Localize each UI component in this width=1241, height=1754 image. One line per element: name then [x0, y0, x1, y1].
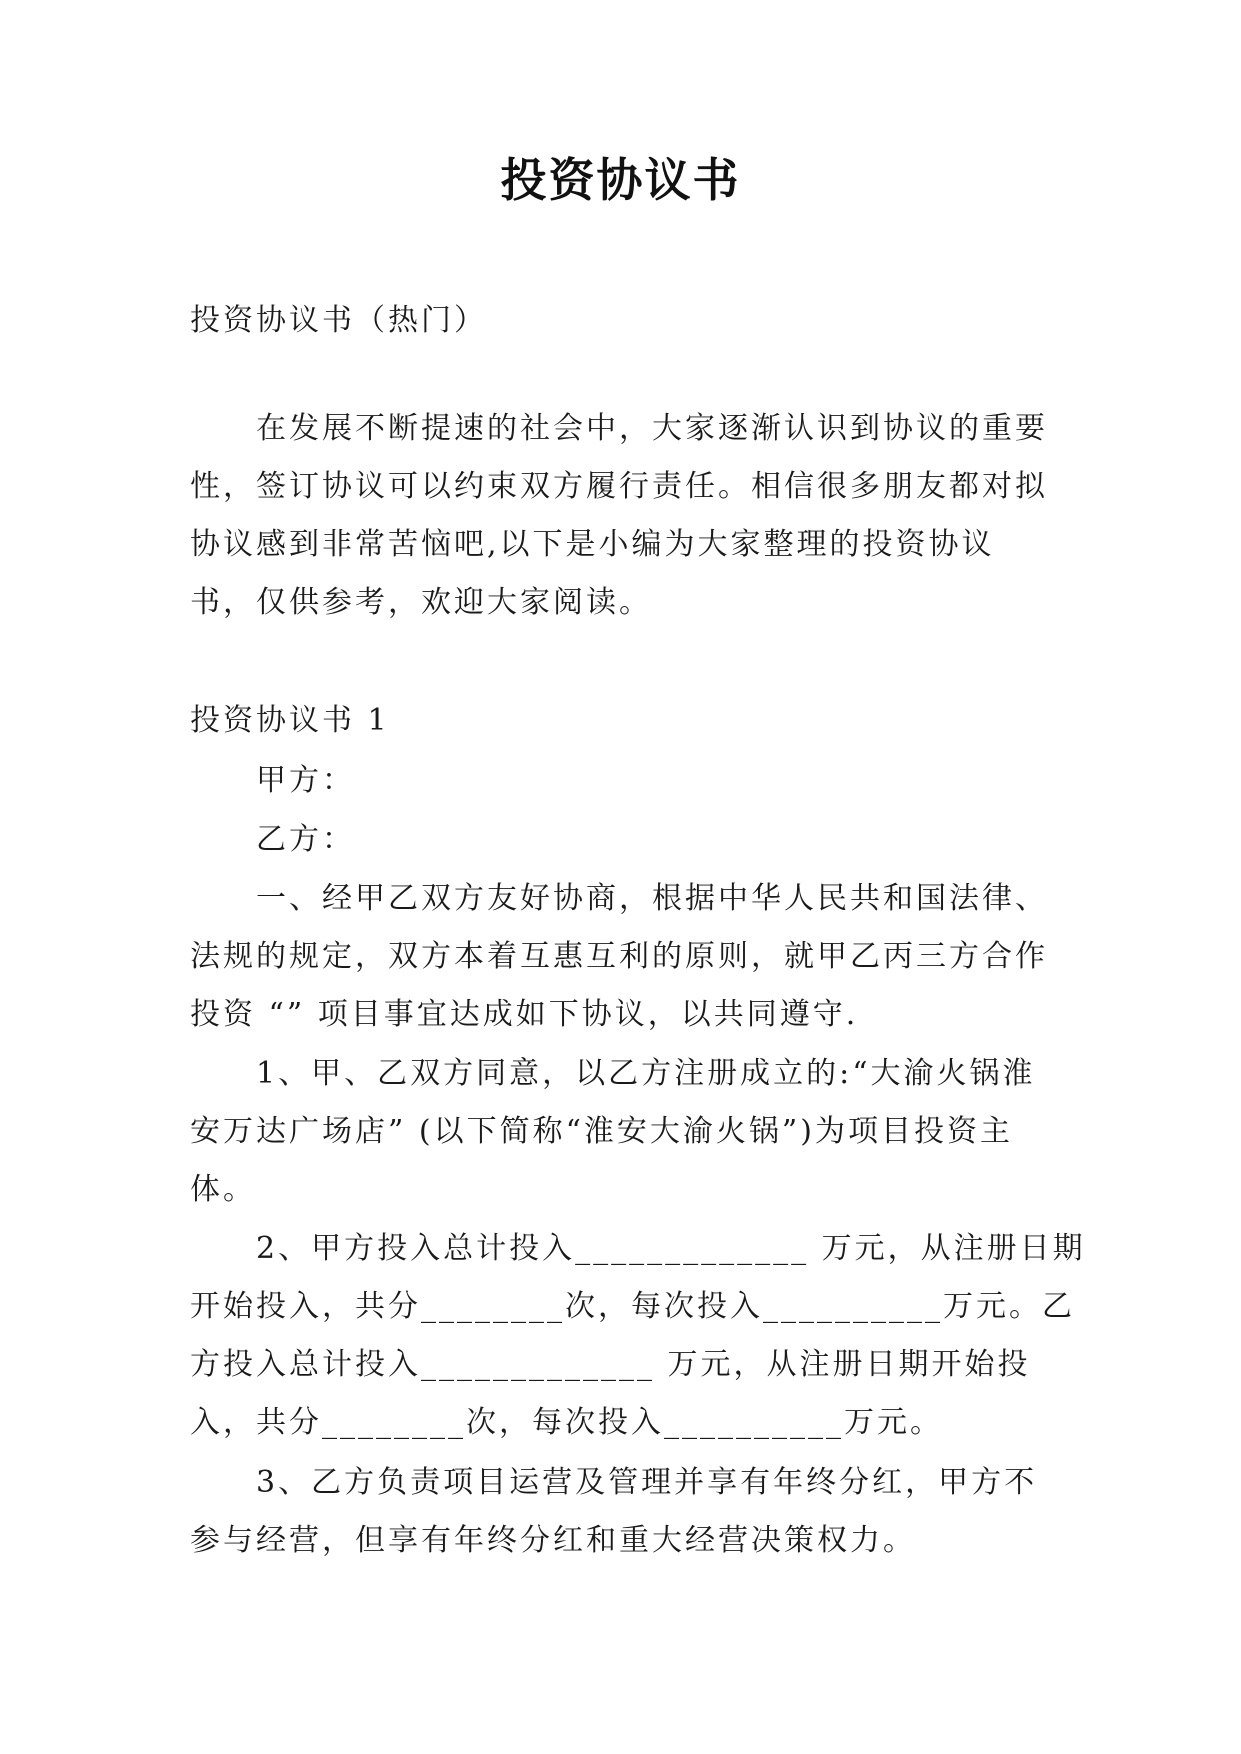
party-b-label: 乙方：: [256, 822, 355, 857]
party-a-label: 甲方：: [256, 763, 355, 798]
clause-2-paragraph: 2、甲方投入总计投入_____________ 万元，从注册日期开始投入，共分________次，每次投入__________万元。乙方投入总计投入_____________ 万元，从注册日期开始投入，共分________次，每次投入__________万元。: [190, 1231, 1086, 1440]
document-title: 投资协议书: [500, 153, 741, 207]
document-subtitle: 投资协议书（热门）: [190, 303, 487, 338]
section-heading: 投资协议书 1: [190, 703, 390, 738]
intro-paragraph: 在发展不断提速的社会中，大家逐渐认识到协议的重要性，签订协议可以约束双方履行责任。相信很多朋友都对拟协议感到非常苦恼吧,以下是小编为大家整理的投资协议书，仅供参考，欢迎大家阅读。: [190, 411, 1048, 620]
clause-one-paragraph: 一、经甲乙双方友好协商，根据中华人民共和国法律、法规的规定，双方本着互惠互利的原则，就甲乙丙三方合作投资 “” 项目事宜达成如下协议，以共同遵守.: [190, 881, 1048, 1032]
clause-3-paragraph: 3、乙方负责项目运营及管理并享有年终分红，甲方不参与经营，但享有年终分红和重大经营决策权力。: [190, 1465, 1038, 1558]
clause-1-paragraph: 1、甲、乙双方同意，以乙方注册成立的:“大渝火锅淮安万达广场店” (以下简称“淮安大渝火锅”)为项目投资主体。: [190, 1056, 1036, 1207]
